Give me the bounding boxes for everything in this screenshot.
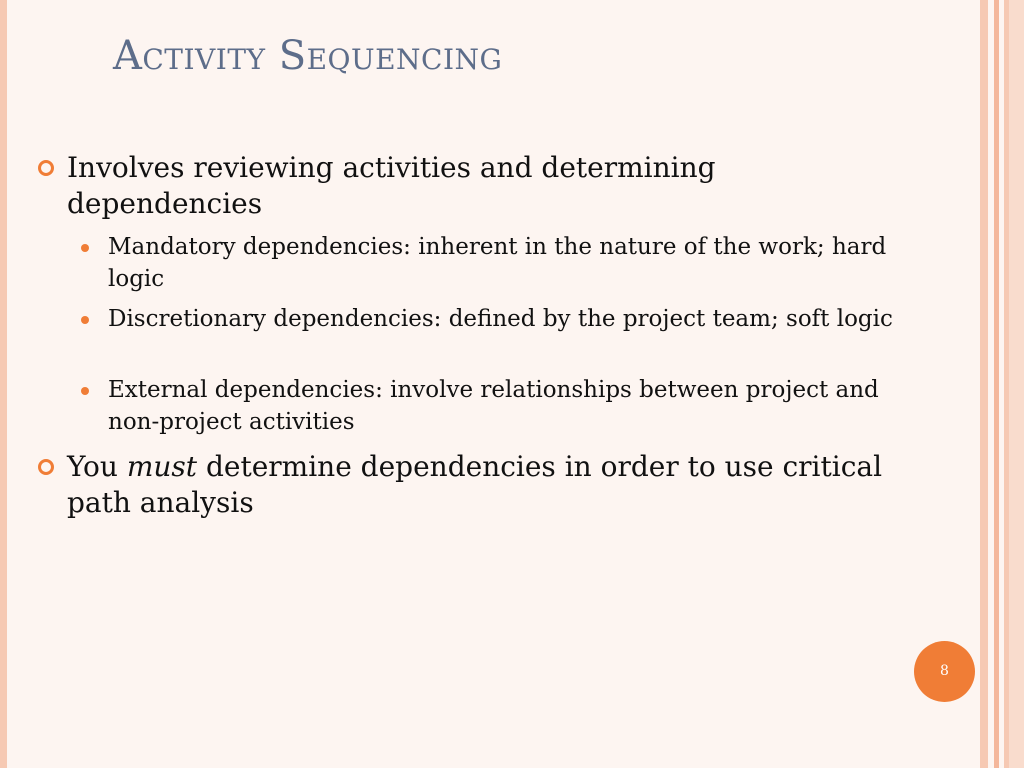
sub-bullet-item — [108, 303, 908, 335]
sub-bullet-text: Discretionary dependencies: defined by the project team; soft logic — [108, 306, 893, 332]
page-number-badge: 8 — [914, 641, 975, 702]
dot-bullet-icon — [81, 316, 89, 324]
bullet-text-pre: You — [67, 450, 127, 483]
bullet-item — [67, 150, 897, 222]
bullet-text-emphasis: must — [126, 450, 198, 483]
sub-bullet-text: External dependencies: involve relationships between project and non-project activities — [108, 377, 879, 435]
bullet-item — [67, 449, 897, 521]
slide-title: Activity Sequencing — [113, 33, 503, 79]
dot-bullet-icon — [81, 387, 89, 395]
right-border-stripe — [980, 0, 988, 768]
bullet-text-post: determine dependencies in order to use critical path analysis — [67, 450, 883, 519]
sub-bullet-text: Mandatory dependencies: inherent in the nature of the work; hard logic — [108, 234, 887, 292]
circle-bullet-icon — [38, 160, 54, 176]
right-border-stripe — [1009, 0, 1024, 768]
sub-bullet-item — [108, 374, 908, 438]
left-border-stripe — [0, 0, 7, 768]
bullet-text: Involves reviewing activities and determining dependencies — [67, 151, 716, 220]
sub-bullet-item — [108, 231, 908, 295]
dot-bullet-icon — [81, 244, 89, 252]
circle-bullet-icon — [38, 459, 54, 475]
